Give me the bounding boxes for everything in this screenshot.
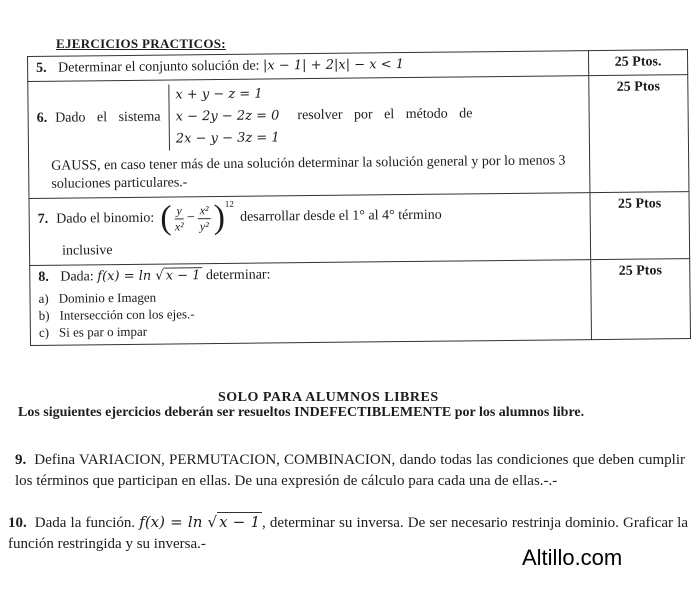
exercise-text-2: resolver por el método de: [297, 106, 473, 124]
watermark: Altillo.com: [522, 545, 623, 570]
exercise-text: Dada:: [60, 269, 94, 285]
points: 25 Ptos: [591, 259, 691, 340]
exercise-text: Determinar el conjunto solución de:: [58, 58, 260, 76]
equation: x + y − z = 1: [175, 86, 263, 103]
exercise-row-6: [28, 75, 689, 199]
exercise-10: 10. Dada la función. f(x) = ln √ x − 1 , determinar su inversa. De ser necesario restrinja dominio. Graficar la función restringida y su inversa.-: [8, 513, 688, 552]
inequality: |x − 1| + 2|x| − x < 1: [262, 57, 405, 74]
exercise-text-2: determinar:: [205, 267, 271, 284]
binomial: ( $\frac{y}{\text{x²}}$ − $\frac{\text{x²}}{\text{y²}}$ ) 12: [160, 198, 234, 237]
list-item: c) Si es par o impar: [38, 323, 148, 340]
exercise-text-3: inclusive: [61, 243, 113, 259]
libres-heading: SOLO PARA ALUMNOS LIBRES: [218, 390, 439, 405]
exercise-row-8: [30, 259, 691, 346]
exercise-text-2: desarrollar desde el 1° al 4° término: [239, 207, 442, 225]
section-title: EJERCICIOS PRACTICOS:: [56, 36, 226, 51]
sub-items: [38, 284, 583, 341]
exponent: 12: [224, 198, 234, 209]
exercises-table: [27, 49, 691, 346]
list-item: b) Intersección con los ejes.-: [38, 306, 195, 323]
function: f(x) = ln √ x − 1: [97, 268, 201, 285]
equation-system: [168, 83, 279, 150]
exercise-text: Dado el sistema: [55, 109, 161, 126]
exercise-number: 5.: [36, 60, 47, 76]
list-item: a) Dominio e Imagen: [38, 289, 157, 306]
exercise-row-7: [29, 192, 690, 266]
exercise-number: 8.: [38, 269, 49, 285]
libres-intro: Los siguientes ejercicios deberán ser resueltos INDEFECTIBLEMENTE por los alumnos libre.: [18, 405, 585, 420]
points: 25 Ptos: [589, 75, 689, 193]
points: 25 Ptos: [590, 192, 690, 260]
points: 25 Ptos.: [588, 50, 687, 76]
equation: x − 2y − 2z = 0: [175, 108, 280, 125]
equation: 2x − y − 3z = 1: [175, 130, 280, 147]
exercise-text-3: GAUSS, en caso tener más de una solución determinar la solución general y por lo menos 3 soluciones particulares.-: [51, 153, 566, 192]
exercise-9: 9. Defina VARIACION, PERMUTACION, COMBINACION, dando todas las condiciones que deben cumplir los términos que participan en ellas. De una expresión de cálculo para cada una de ellas.-.-: [15, 452, 685, 489]
exercise-number: 7.: [37, 211, 49, 227]
exercise-text: Dado el binomio:: [56, 210, 155, 227]
exercise-number: 6.: [36, 110, 48, 126]
